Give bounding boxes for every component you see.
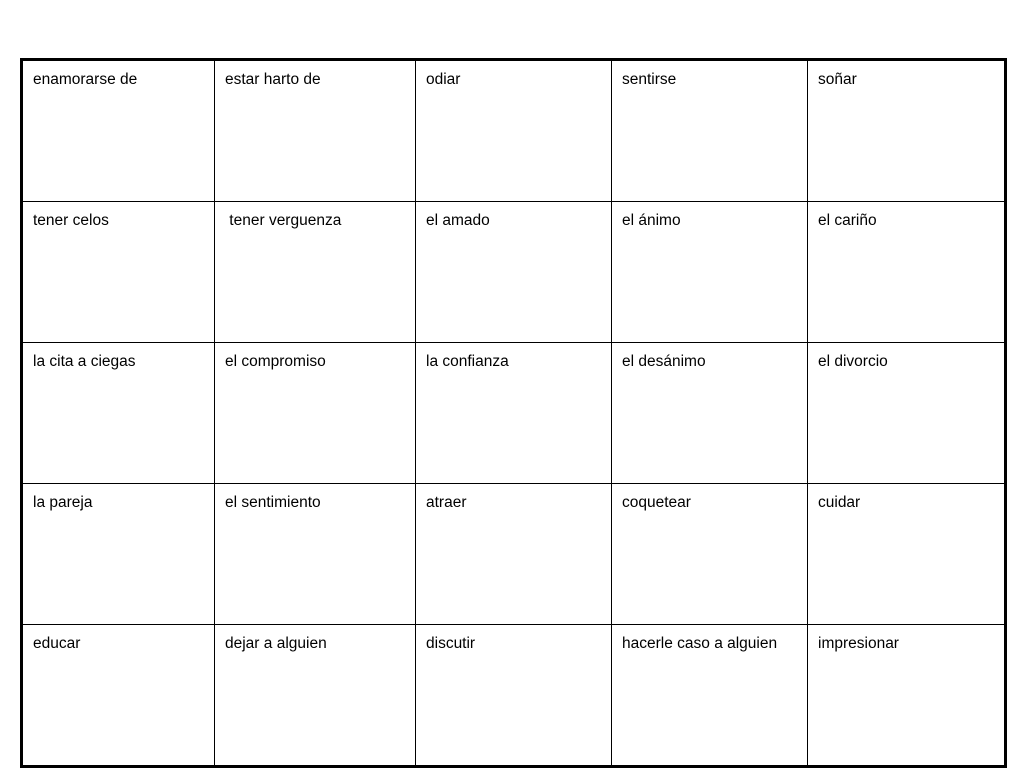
- table-cell: el desánimo: [612, 343, 808, 484]
- table-row: [22, 343, 1006, 484]
- table-cell: atraer: [416, 484, 612, 625]
- table-cell: la cita a ciegas: [22, 343, 215, 484]
- table-cell: el amado: [416, 202, 612, 343]
- table-cell: la pareja: [22, 484, 215, 625]
- table-cell: el compromiso: [215, 343, 416, 484]
- table-cell: el divorcio: [808, 343, 1006, 484]
- table-cell: cuidar: [808, 484, 1006, 625]
- table-cell: educar: [22, 625, 215, 767]
- table-cell: la confianza: [416, 343, 612, 484]
- vocabulary-table-body: [22, 60, 1006, 767]
- table-row: [22, 484, 1006, 625]
- table-cell: discutir: [416, 625, 612, 767]
- table-row: [22, 202, 1006, 343]
- vocabulary-table: [20, 58, 1007, 768]
- table-cell: el ánimo: [612, 202, 808, 343]
- table-cell: soñar: [808, 60, 1006, 202]
- table-cell: coquetear: [612, 484, 808, 625]
- table-cell: el cariño: [808, 202, 1006, 343]
- table-cell: dejar a alguien: [215, 625, 416, 767]
- table-cell: sentirse: [612, 60, 808, 202]
- table-cell: odiar: [416, 60, 612, 202]
- table-cell: tener celos: [22, 202, 215, 343]
- table-cell: enamorarse de: [22, 60, 215, 202]
- table-cell: hacerle caso a alguien: [612, 625, 808, 767]
- table-cell: el sentimiento: [215, 484, 416, 625]
- table-cell: estar harto de: [215, 60, 416, 202]
- table-cell: tener verguenza: [215, 202, 416, 343]
- table-row: [22, 60, 1006, 202]
- table-row: [22, 625, 1006, 767]
- table-cell: impresionar: [808, 625, 1006, 767]
